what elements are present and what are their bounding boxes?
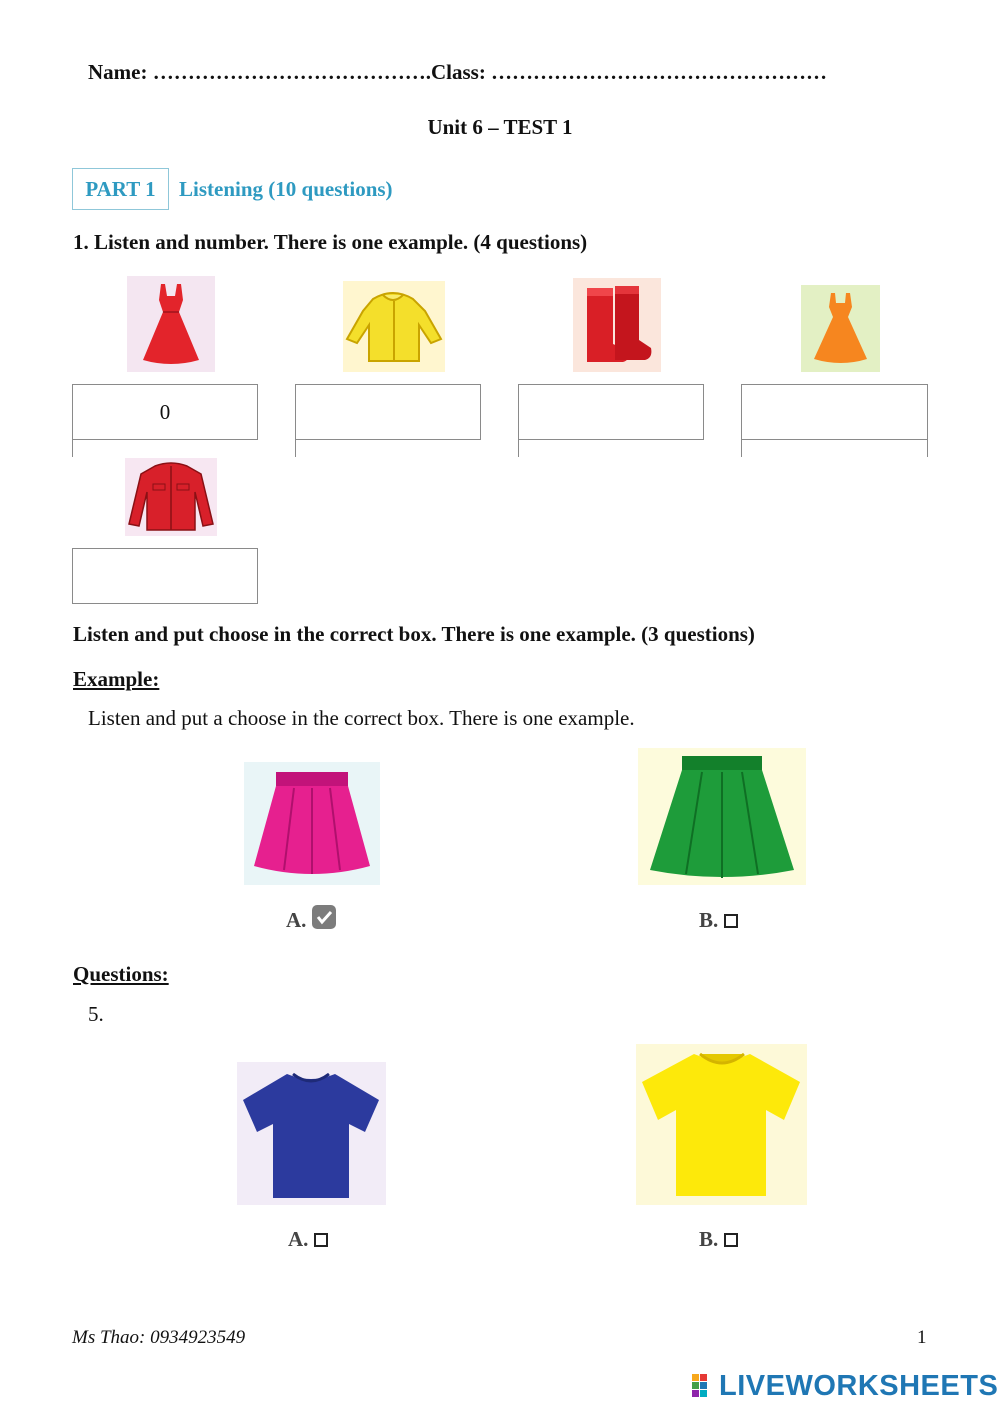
footer-author: Ms Thao: 0934923549 (72, 1327, 246, 1348)
box-tick (927, 440, 928, 457)
answer-box-5[interactable] (72, 548, 258, 604)
brand-text: LIVEWORKSHEETS (719, 1370, 999, 1402)
page-title: Unit 6 – TEST 1 (427, 115, 573, 139)
option-letter: A. (286, 908, 307, 932)
brand-logo[interactable] (692, 1370, 998, 1403)
q5-option-a[interactable] (288, 1227, 328, 1252)
checkbox-icon[interactable] (314, 1233, 328, 1247)
section2-instruction: Listen and put choose in the correct box. There is one example. (3 questions) (73, 622, 755, 646)
example-option-a[interactable] (286, 905, 336, 933)
checkbox-icon[interactable] (724, 1233, 738, 1247)
checked-box-icon[interactable] (312, 905, 336, 929)
answer-box-4[interactable] (741, 384, 928, 440)
red-boots-image (573, 278, 661, 372)
box-tick (295, 440, 296, 457)
part-label: PART 1 (72, 168, 169, 210)
page-number: 1 (917, 1327, 927, 1348)
part-title: Listening (10 questions) (179, 177, 393, 201)
yellow-tshirt-image (636, 1044, 807, 1205)
name-class-line: Name: ………………………………….Class: ………………………………………… (88, 60, 828, 84)
questions-label: Questions: (73, 962, 169, 986)
box-tick (518, 440, 519, 457)
box-tick (72, 440, 73, 457)
example-text: Listen and put a choose in the correct box. There is one example. (88, 706, 635, 730)
yellow-jacket-image (343, 281, 445, 372)
example-label: Example: (73, 667, 160, 691)
answer-box-3[interactable] (518, 384, 704, 440)
red-dress-image (127, 276, 215, 372)
answer-box-2[interactable] (295, 384, 481, 440)
option-letter: B. (699, 908, 719, 932)
red-jacket-image (125, 458, 217, 536)
blue-tshirt-image (237, 1062, 386, 1205)
option-letter: A. (288, 1227, 309, 1251)
orange-dress-image (801, 285, 880, 372)
question-number: 5. (88, 1002, 104, 1026)
box-tick (741, 440, 742, 457)
checkbox-icon[interactable] (724, 914, 738, 928)
answer-box-1[interactable]: 0 (72, 384, 258, 440)
example-option-b[interactable] (699, 908, 738, 933)
green-skirt-image (638, 748, 806, 885)
option-letter: B. (699, 1227, 719, 1251)
q5-option-b[interactable] (699, 1227, 738, 1252)
section1-instruction: 1. Listen and number. There is one example. (4 questions) (73, 230, 588, 254)
pink-skirt-image (244, 762, 380, 885)
liveworksheets-icon (692, 1374, 716, 1398)
